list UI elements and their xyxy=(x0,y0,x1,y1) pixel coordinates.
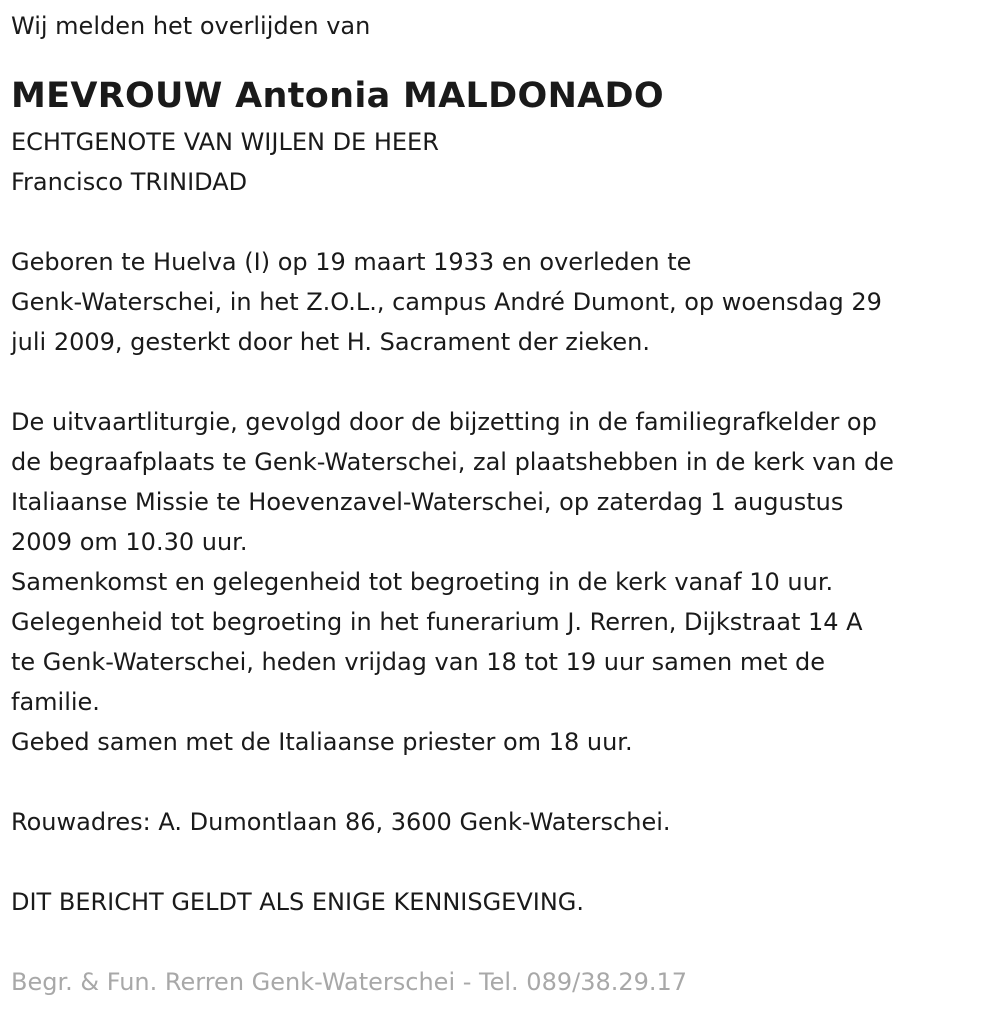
death-notice xyxy=(11,6,991,1002)
paragraph-line: Gebed samen met de Italiaanse priester om 18 uur. xyxy=(11,728,633,756)
spouse-title: ECHTGENOTE VAN WIJLEN DE HEER xyxy=(11,128,439,156)
paragraph-line: De uitvaartliturgie, gevolgd door de bijzetting in de familiegrafkelder op xyxy=(11,408,877,436)
paragraph-line: Gelegenheid tot begroeting in het funerarium J. Rerren, Dijkstraat 14 A xyxy=(11,608,863,636)
spacer xyxy=(11,762,991,802)
paragraph-line: Geboren te Huelva (I) op 19 maart 1933 en overleden te xyxy=(11,248,692,276)
spacer xyxy=(11,842,991,882)
paragraph-line: juli 2009, gesterkt door het H. Sacrament der zieken. xyxy=(11,328,650,356)
paragraph-line: de begraafplaats te Genk-Waterschei, zal plaatshebben in de kerk van de xyxy=(11,448,894,476)
paragraph-line: familie. xyxy=(11,688,100,716)
paragraph-line: 2009 om 10.30 uur. xyxy=(11,528,248,556)
deceased-name: MEVROUW Antonia MALDONADO xyxy=(11,76,664,116)
spacer xyxy=(11,46,991,70)
funeral-home-footer: Begr. & Fun. Rerren Genk-Waterschei - Tel. 089/38.29.17 xyxy=(11,968,688,996)
spacer xyxy=(11,922,991,962)
funeral-paragraph xyxy=(11,402,991,762)
paragraph-line: Genk-Waterschei, in het Z.O.L., campus André Dumont, op woensdag 29 xyxy=(11,288,882,316)
birth-death-paragraph xyxy=(11,242,991,362)
mourning-address: Rouwadres: A. Dumontlaan 86, 3600 Genk-Waterschei. xyxy=(11,808,671,836)
spacer xyxy=(11,362,991,402)
announcement-line: DIT BERICHT GELDT ALS ENIGE KENNISGEVING. xyxy=(11,888,585,916)
paragraph-line: te Genk-Waterschei, heden vrijdag van 18 tot 19 uur samen met de xyxy=(11,648,826,676)
intro-line: Wij melden het overlijden van xyxy=(11,12,371,40)
paragraph-line: Samenkomst en gelegenheid tot begroeting in de kerk vanaf 10 uur. xyxy=(11,568,834,596)
spacer xyxy=(11,202,991,242)
paragraph-line: Italiaanse Missie te Hoevenzavel-Waterschei, op zaterdag 1 augustus xyxy=(11,488,844,516)
spouse-name: Francisco TRINIDAD xyxy=(11,168,248,196)
